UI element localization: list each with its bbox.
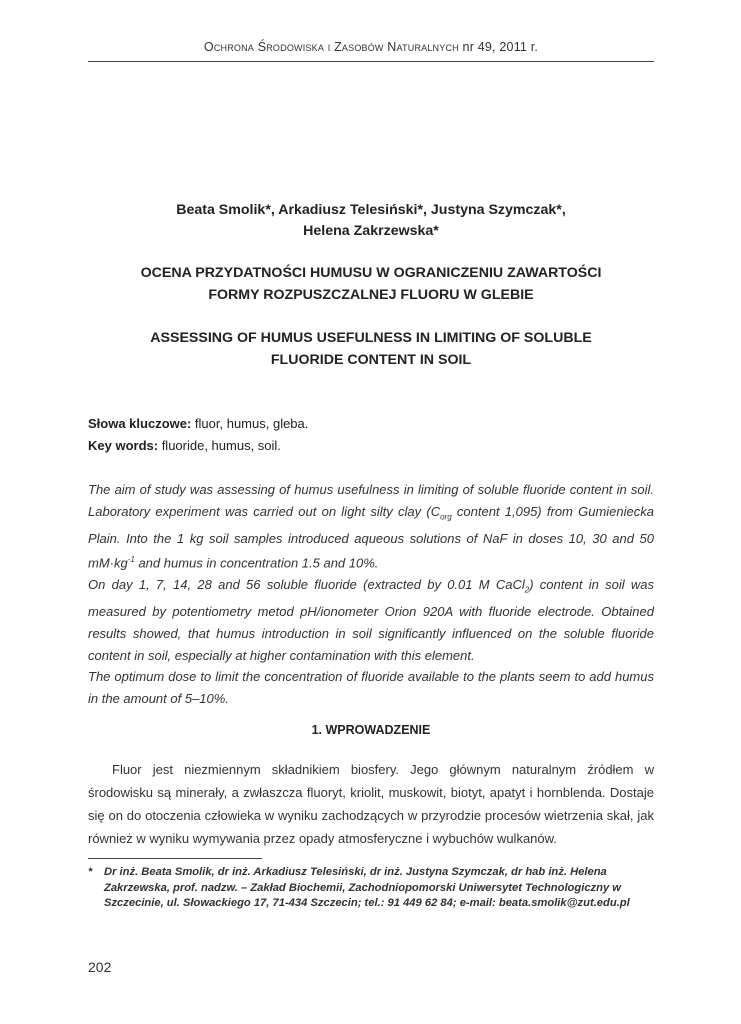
- title-english-line-2: FLUORIDE CONTENT IN SOIL: [270, 352, 472, 368]
- title-polish-line-2: FORMY ROZPUSZCZALNEJ FLUORU W GLEBIE: [208, 287, 534, 303]
- title-english: [88, 327, 654, 371]
- body-text: [88, 758, 654, 850]
- subscript-two: 2: [524, 585, 530, 595]
- journal-name: Ochrona Środowiska i Zasobów Naturalnych: [203, 40, 459, 54]
- title-polish-line-1: OCENA PRZYDATNOŚCI HUMUSU W OGRANICZENIU ZAWARTOŚCI: [140, 265, 602, 281]
- body-paragraph: Fluor jest niezmiennym składnikiem biosfery. Jego głównym naturalnym źródłem w środowisku są minerały, a zwłaszcza fluoryt, kriolit, muskowit, biotyt, apatyt i hornblenda. Dostaje się on do otoczenia człowieka w wyniku zachodzących w przyrodzie procesów wietrzenia skał, jak również w wyniku wymywania przez opady atmosferyczne i wybuchów wulkanów.: [88, 762, 654, 846]
- abstract-text: On day 1, 7, 14, 28 and 56 soluble fluoride (extracted by 0.01 M CaCl: [88, 577, 525, 593]
- footnote-rule: [88, 858, 262, 859]
- abstract-paragraph-1: [88, 479, 654, 574]
- authors-line-2: Helena Zakrzewska*: [303, 223, 439, 239]
- page-number: 202: [88, 959, 112, 975]
- footnote-mark: *: [88, 866, 93, 878]
- keywords-english-label: Key words:: [88, 438, 159, 453]
- abstract-text: ) content in soil was measured by potentiometry metod pH/ionometer Orion 920A with fluoride electrode. Obtained results showed, that humus introduction in soil significantly influenced on the soluble fluoride content in soil, especially at higher contamination with this element.: [88, 577, 654, 663]
- keywords-english-value: fluoride, humus, soil.: [158, 438, 281, 453]
- footnote-text: Dr inż. Beata Smolik, dr inż. Arkadiusz Telesiński, dr inż. Justyna Szymczak, dr hab inż. Helena Zakrzewska, prof. nadzw. – Zakład Biochemii, Zachodniopomorski Uniwersytet Technologiczny w Szczecinie, ul. Słowackiego 17, 71-434 Szczecin; tel.: 91 449 62 84; e-mail: beata.smolik@zut.edu.pl: [104, 866, 630, 910]
- superscript-minus-one: -1: [127, 555, 135, 565]
- keywords-polish: [88, 414, 654, 434]
- abstract-text: and humus in concentration 1.5 and 10%.: [134, 555, 379, 571]
- keywords-english: [88, 436, 654, 456]
- section-heading: 1. WPROWADZENIE: [311, 723, 431, 737]
- running-head: [88, 40, 654, 54]
- keywords-polish-value: fluor, humus, gleba.: [191, 416, 309, 431]
- authors-line-1: Beata Smolik*, Arkadiusz Telesiński*, Justyna Szymczak*,: [176, 202, 566, 218]
- keywords-polish-label: Słowa kluczowe:: [88, 416, 192, 431]
- title-polish: [88, 262, 654, 306]
- subscript-org: org: [440, 512, 452, 522]
- header-rule: [88, 61, 654, 62]
- title-english-line-1: ASSESSING OF HUMUS USEFULNESS IN LIMITING OF SOLUBLE: [150, 330, 592, 346]
- abstract-paragraph-2: [88, 574, 654, 666]
- abstract-paragraph-3: The optimum dose to limit the concentration of fluoride available to the plants seem to add humus in the amount of 5–10%.: [88, 669, 654, 706]
- abstract-text: The aim of study was assessing of humus usefulness in limiting of soluble fluoride content in soil. Laboratory experiment was carried out on light silty clay (C: [88, 482, 654, 519]
- abstract: [88, 479, 654, 709]
- footnote: [88, 865, 654, 912]
- issue-info: nr 49, 2011 r.: [462, 40, 539, 54]
- abstract-text: content 1,095) from Gumieniecka Plain. Into the 1 kg soil samples introduced aqueous solutions of NaF in doses 10, 30 and 50 mM·kg: [88, 503, 654, 571]
- authors: [88, 200, 654, 242]
